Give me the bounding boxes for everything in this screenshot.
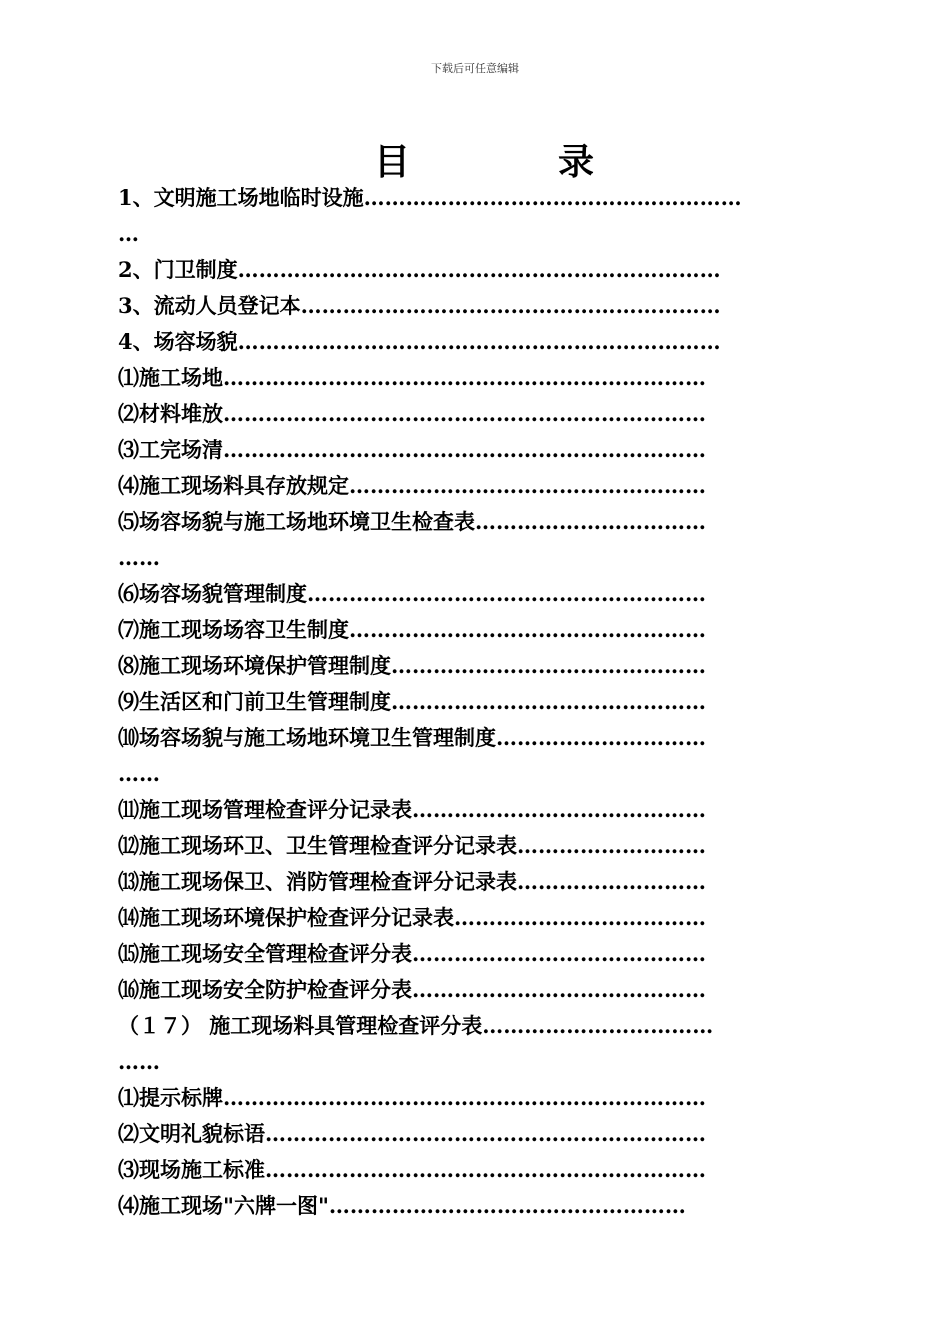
- toc-item-continuation: …: [118, 221, 139, 246]
- toc-item[interactable]: 4、场容场貌……………………………………………………………: [118, 329, 721, 354]
- toc-item[interactable]: ⑸场容场貌与施工场地环境卫生检查表……………………………: [118, 509, 706, 534]
- toc-item[interactable]: ⑽场容场貌与施工场地环境卫生管理制度…………………………: [118, 725, 706, 750]
- toc-item[interactable]: 1、文明施工场地临时设施………………………………………………: [118, 185, 742, 210]
- toc-item[interactable]: ⒃施工现场安全防护检查评分表……………………………………: [118, 977, 706, 1002]
- toc-item[interactable]: （１７） 施工现场料具管理检查评分表……………………………: [118, 1013, 714, 1038]
- toc-item[interactable]: ⑷施工现场料具存放规定……………………………………………: [118, 473, 706, 498]
- toc-item[interactable]: ⑹场容场貌管理制度…………………………………………………: [118, 581, 706, 606]
- toc-item[interactable]: ⑵文明礼貌标语………………………………………………………: [118, 1121, 706, 1146]
- toc-item[interactable]: ⑼生活区和门前卫生管理制度………………………………………: [118, 689, 706, 714]
- toc-item[interactable]: ⒀施工现场保卫、消防管理检查评分记录表………………………: [118, 869, 706, 894]
- toc-item-continuation: ……: [118, 545, 160, 570]
- toc-item[interactable]: 2、门卫制度……………………………………………………………: [118, 257, 721, 282]
- toc-item[interactable]: ⑻施工现场环境保护管理制度………………………………………: [118, 653, 706, 678]
- table-of-contents: [118, 180, 858, 1224]
- toc-item[interactable]: ⑿施工现场环卫、卫生管理检查评分记录表………………………: [118, 833, 706, 858]
- page-title: [374, 134, 594, 185]
- toc-item-continuation: ……: [118, 761, 160, 786]
- toc-item[interactable]: ⑶工完场清……………………………………………………………: [118, 437, 706, 462]
- toc-item[interactable]: ⑷施工现场"六牌一图"……………………………………………: [118, 1193, 686, 1218]
- header-note: 下载后可任意编辑: [431, 62, 519, 75]
- toc-item[interactable]: ⑵材料堆放……………………………………………………………: [118, 401, 706, 426]
- title-char-1: 目: [374, 141, 411, 183]
- title-char-2: 录: [558, 141, 595, 183]
- toc-item[interactable]: ⒂施工现场安全管理检查评分表……………………………………: [118, 941, 706, 966]
- toc-item-continuation: ……: [118, 1049, 160, 1074]
- toc-item[interactable]: ⑶现场施工标准………………………………………………………: [118, 1157, 706, 1182]
- toc-item[interactable]: ⒁施工现场环境保护检查评分记录表………………………………: [118, 905, 706, 930]
- toc-item[interactable]: ⑾施工现场管理检查评分记录表……………………………………: [118, 797, 706, 822]
- toc-item[interactable]: ⑴施工场地……………………………………………………………: [118, 365, 706, 390]
- toc-item[interactable]: ⑴提示标牌……………………………………………………………: [118, 1085, 706, 1110]
- toc-item[interactable]: 3、流动人员登记本……………………………………………………: [118, 293, 721, 318]
- toc-item[interactable]: ⑺施工现场场容卫生制度……………………………………………: [118, 617, 706, 642]
